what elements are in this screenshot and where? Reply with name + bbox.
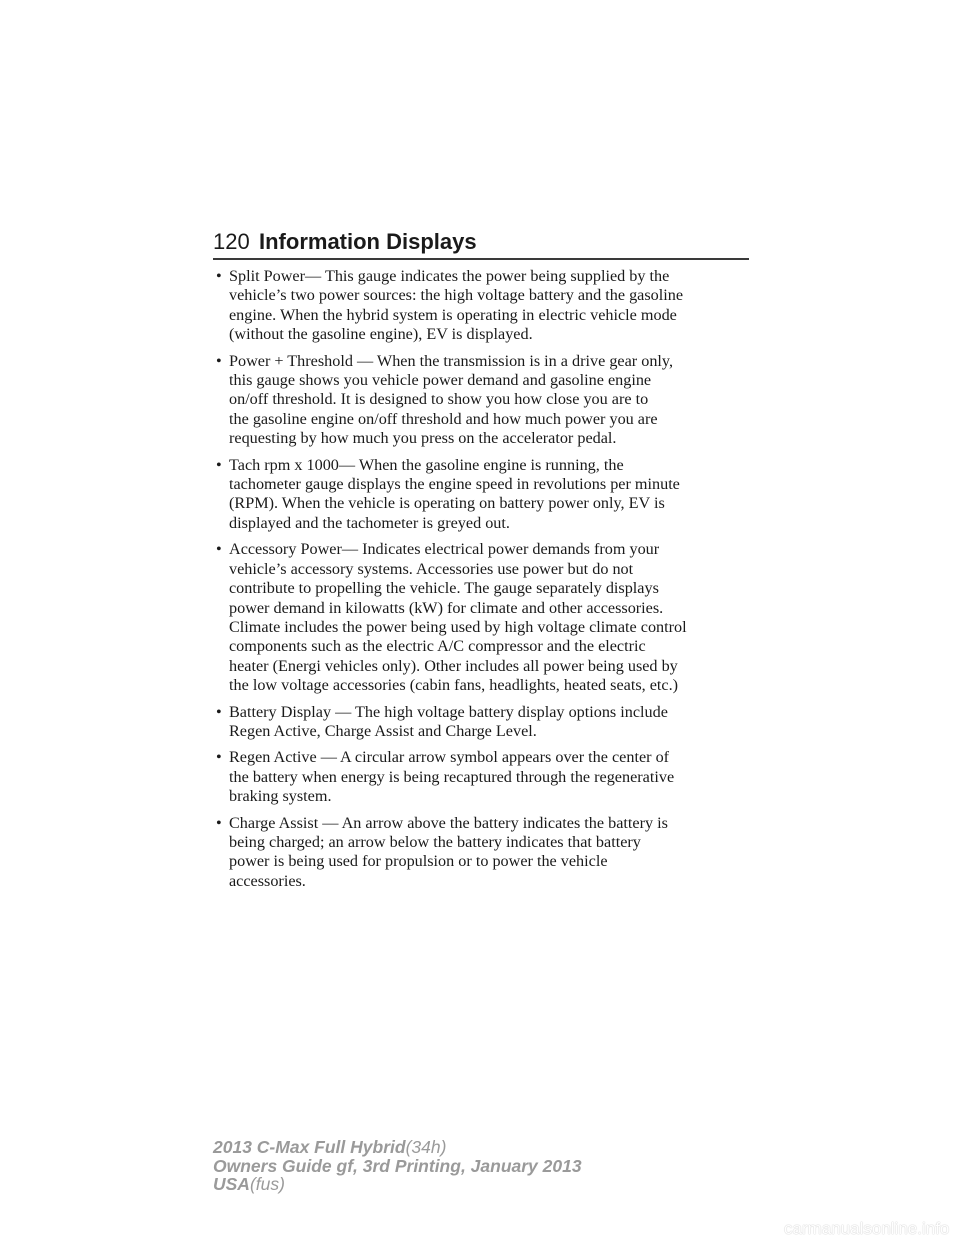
- bullet-dot: •: [216, 702, 222, 721]
- bullet-dot: •: [216, 813, 222, 832]
- text-line: vehicle’s accessory systems. Accessories use power but do not: [229, 559, 634, 578]
- footer-market: USA: [213, 1174, 250, 1194]
- footer-model: 2013 C-Max Full Hybrid: [213, 1137, 406, 1157]
- text-line: Regen Active, Charge Assist and Charge Level.: [229, 721, 537, 740]
- text-line: the low voltage accessories (cabin fans, headlights, heated seats, etc.): [229, 676, 679, 695]
- text-line: Regen Active — A circular arrow symbol appears over the center of: [229, 748, 670, 767]
- text-line: vehicle’s two power sources: the high voltage battery and the gasoline: [229, 286, 684, 305]
- footer-line-model: [213, 1138, 582, 1157]
- bullet-dot: •: [216, 351, 222, 370]
- bullet-dot: •: [216, 748, 222, 767]
- bullet-regen-active: [216, 748, 756, 806]
- bullet-battery-display: [216, 703, 756, 742]
- text-line: accessories.: [229, 871, 306, 890]
- text-line: power is being used for propulsion or to power the vehicle: [229, 852, 608, 871]
- text-line: Accessory Power— Indicates electrical power demands from your: [229, 540, 660, 559]
- text-line: heater (Energi vehicles only). Other includes all power being used by: [229, 656, 678, 675]
- text-line: contribute to propelling the vehicle. The gauge separately displays: [229, 579, 659, 598]
- section-title: Information Displays: [259, 229, 477, 254]
- footer-market-code: (fus): [249, 1174, 285, 1194]
- text-line: Charge Assist — An arrow above the battery indicates the battery is: [229, 813, 668, 832]
- text-line: Tach rpm x 1000— When the gasoline engine is running, the: [229, 455, 624, 474]
- text-line: being charged; an arrow below the battery indicates that battery: [229, 832, 641, 851]
- bullet-dot: •: [216, 455, 222, 474]
- text-line: this gauge shows you vehicle power demand and gasoline engine: [229, 371, 652, 390]
- text-line: (without the gasoline engine), EV is displayed.: [229, 325, 533, 344]
- bullet-tach-rpm: [216, 456, 756, 534]
- text-line: Split Power— This gauge indicates the power being supplied by the: [229, 267, 670, 285]
- print-footer: [213, 1138, 582, 1194]
- watermark: carmanualsonline.info: [784, 1219, 950, 1238]
- page-header: [213, 228, 749, 260]
- page-number: 120: [213, 229, 250, 254]
- text-line: tachometer gauge displays the engine speed in revolutions per minute: [229, 475, 680, 494]
- text-line: engine. When the hybrid system is operating in electric vehicle mode: [229, 305, 677, 324]
- bullet-power-threshold: [216, 352, 756, 449]
- bullet-accessory-power: [216, 540, 756, 695]
- text-line: the battery when energy is being recaptured through the regenerative: [229, 767, 675, 786]
- footer-model-code: (34h): [405, 1137, 447, 1157]
- bullet-dot: •: [216, 540, 222, 559]
- text-line: braking system.: [229, 787, 332, 806]
- text-line: requesting by how much you press on the accelerator pedal.: [229, 429, 617, 448]
- text-line: power demand in kilowatts (kW) for climate and other accessories.: [229, 598, 664, 617]
- text-line: Climate includes the power being used by high voltage climate control: [229, 617, 687, 636]
- bullet-dot: •: [216, 267, 222, 285]
- text-line: components such as the electric A/C compressor and the electric: [229, 637, 646, 656]
- text-line: (RPM). When the vehicle is operating on battery power only, EV is: [229, 494, 665, 513]
- text-line: Battery Display — The high voltage battery display options include: [229, 702, 668, 721]
- footer-printing: Owners Guide gf, 3rd Printing, January 2013: [213, 1155, 582, 1176]
- bullet-charge-assist: [216, 814, 756, 892]
- text-line: displayed and the tachometer is greyed out.: [229, 513, 510, 532]
- bullet-split-power: [216, 267, 756, 345]
- text-line: Power + Threshold — When the transmission is in a drive gear only,: [229, 351, 674, 370]
- footer-line-market: [213, 1175, 582, 1194]
- text-line: on/off threshold. It is designed to show you how close you are to: [229, 390, 649, 409]
- bullet-list: [216, 267, 756, 898]
- text-line: the gasoline engine on/off threshold and how much power you are: [229, 409, 658, 428]
